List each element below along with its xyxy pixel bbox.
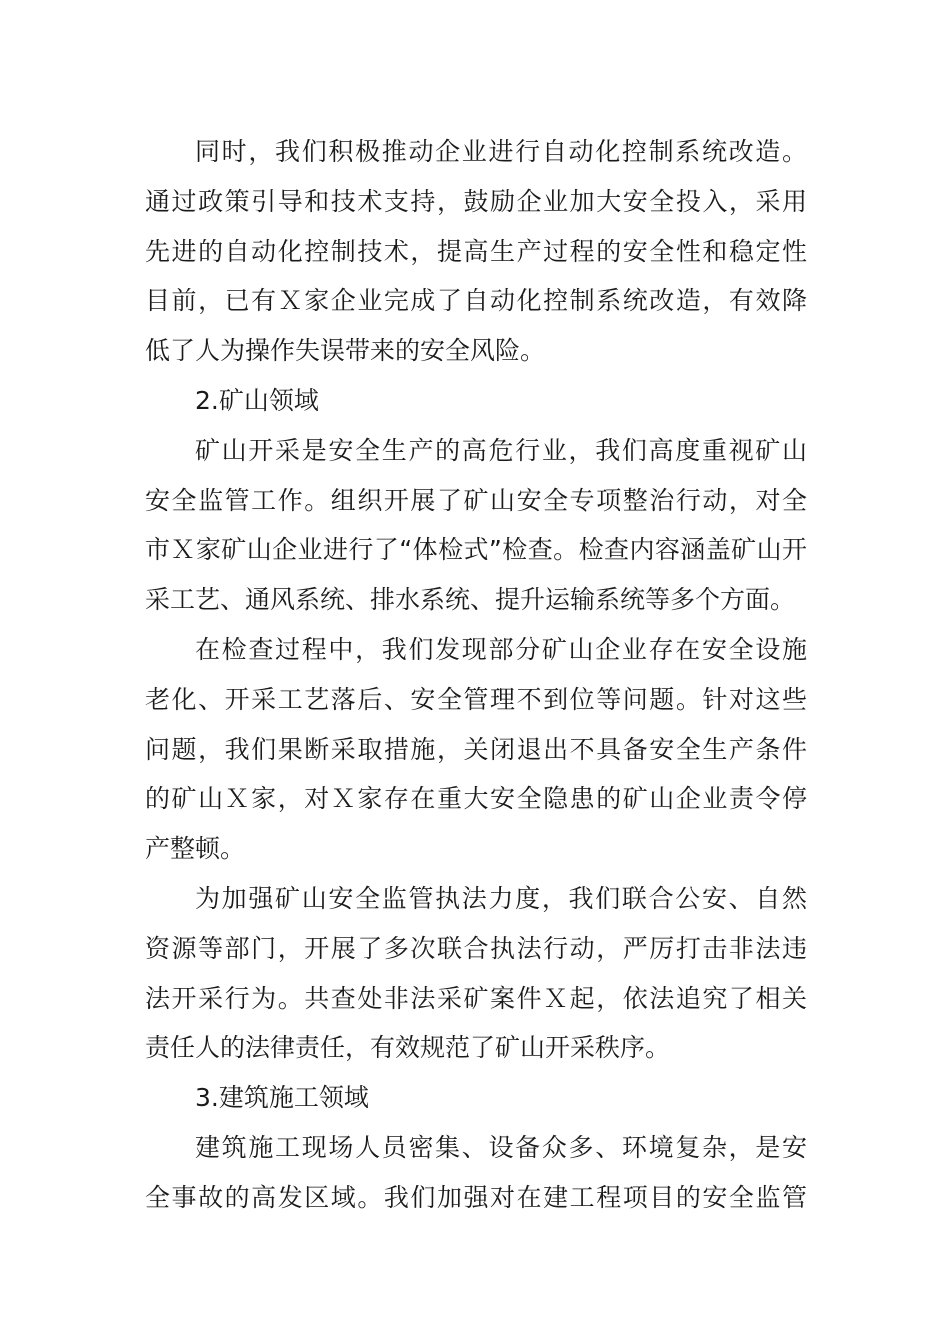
text-line: 资源等部门，开展了多次联合执法行动，严厉打击非法违	[145, 933, 807, 963]
text-line: 为加强矿山安全监管执法力度，我们联合公安、自然	[195, 883, 807, 913]
section-heading: 3.建筑施工领域	[195, 1083, 369, 1113]
text-line: 问题，我们果断采取措施，关闭退出不具备安全生产条件	[145, 734, 807, 764]
text-line: 在检查过程中，我们发现部分矿山企业存在安全设施	[195, 634, 807, 664]
text-line: 先进的自动化控制技术，提高生产过程的安全性和稳定性	[145, 236, 807, 266]
text-line: 建筑施工现场人员密集、设备众多、环境复杂，是安	[195, 1132, 807, 1162]
text-line: 矿山开采是安全生产的高危行业，我们高度重视矿山	[195, 435, 807, 465]
text-line: 采工艺、通风系统、排水系统、提升运输系统等多个方面。	[145, 585, 796, 615]
text-line: 法开采行为。共查处非法采矿案件Ｘ起，依法追究了相关	[145, 983, 807, 1013]
text-line: 安全监管工作。组织开展了矿山安全专项整治行动，对全	[145, 485, 807, 515]
text-line: 同时，我们积极推动企业进行自动化控制系统改造。	[195, 137, 807, 166]
text-line: 低了人为操作失误带来的安全风险。	[145, 336, 546, 366]
text-line: 责任人的法律责任，有效规范了矿山开采秩序。	[145, 1033, 671, 1063]
text-line: 市Ｘ家矿山企业进行了“体检式”检查。检查内容涵盖矿山开	[145, 535, 807, 565]
document-body	[145, 127, 807, 1223]
text-line: 的矿山Ｘ家，对Ｘ家存在重大安全隐患的矿山企业责令停	[145, 784, 807, 814]
text-line: 目前，已有Ｘ家企业完成了自动化控制系统改造，有效降	[145, 286, 807, 316]
text-line: 产整顿。	[145, 834, 246, 864]
text-line: 通过政策引导和技术支持，鼓励企业加大安全投入，采用	[145, 186, 807, 216]
text-line: 全事故的高发区域。我们加强对在建工程项目的安全监管	[145, 1182, 807, 1212]
text-line: 老化、开采工艺落后、安全管理不到位等问题。针对这些	[145, 684, 807, 714]
section-heading: 2.矿山领域	[195, 385, 319, 415]
